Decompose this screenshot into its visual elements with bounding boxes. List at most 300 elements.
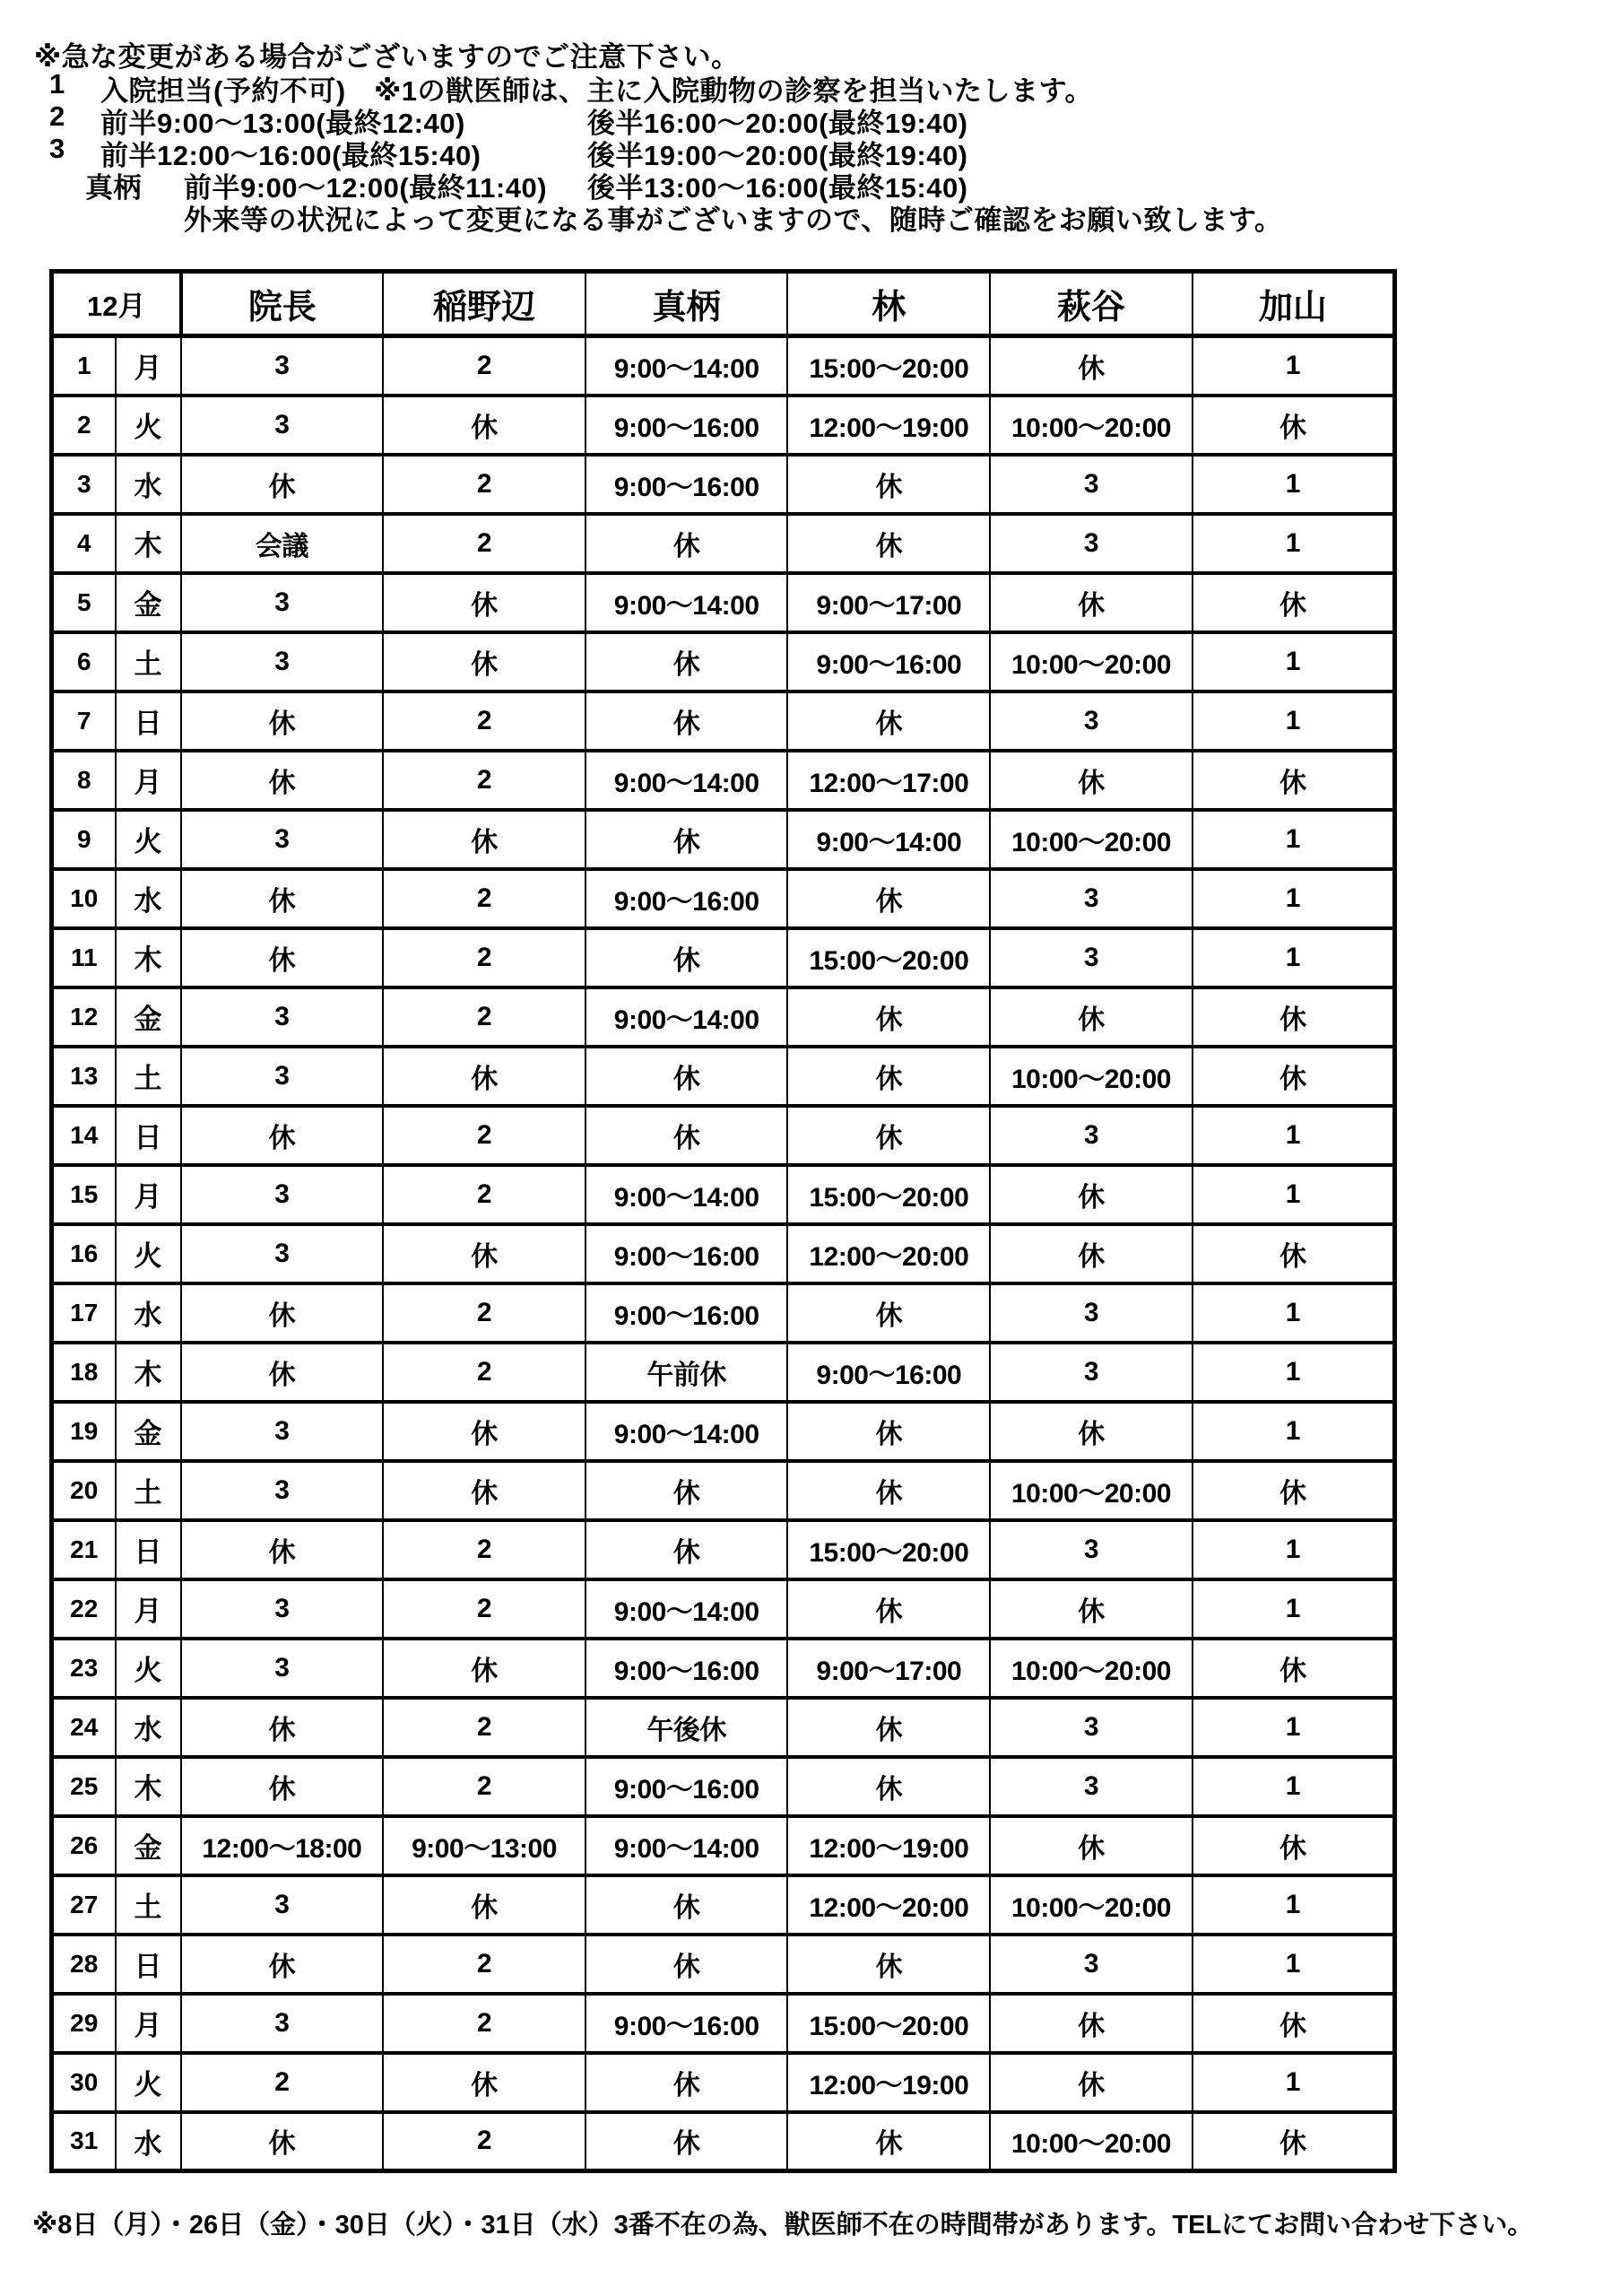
schedule-cell: 休: [990, 2053, 1193, 2112]
schedule-cell: 休: [1193, 751, 1395, 810]
schedule-cell: 休: [181, 455, 384, 514]
schedule-cell: 3: [181, 632, 384, 691]
schedule-cell: 休: [787, 869, 990, 928]
schedule-cell: 12:00～20:00: [787, 1224, 990, 1283]
schedule-cell: 1: [1193, 869, 1395, 928]
schedule-cell: 休: [585, 691, 788, 751]
table-row: [52, 987, 1395, 1047]
schedule-cell: 9:00～13:00: [383, 1816, 585, 1875]
date-cell: 20: [52, 1461, 116, 1520]
weekday-cell: 金: [116, 1816, 181, 1875]
weekday-cell: 月: [116, 336, 181, 396]
schedule-cell: 9:00～14:00: [585, 573, 788, 632]
schedule-cell: 休: [1193, 987, 1395, 1047]
schedule-cell: 休: [181, 751, 384, 810]
note-2-number: 2: [49, 100, 65, 132]
date-cell: 23: [52, 1639, 116, 1698]
weekday-cell: 土: [116, 632, 181, 691]
schedule-cell: 休: [787, 1935, 990, 1994]
weekday-cell: 火: [116, 810, 181, 869]
schedule-cell: 10:00～20:00: [990, 396, 1193, 455]
schedule-cell: 9:00～16:00: [787, 1343, 990, 1402]
schedule-cell: 休: [1193, 1639, 1395, 1698]
schedule-cell: 15:00～20:00: [787, 928, 990, 987]
schedule-cell: 休: [383, 2053, 585, 2112]
schedule-cell: 1: [1193, 632, 1395, 691]
schedule-cell: 1: [1193, 1165, 1395, 1224]
date-cell: 21: [52, 1520, 116, 1579]
schedule-cell: 休: [990, 573, 1193, 632]
schedule-cell: 2: [383, 336, 585, 396]
date-cell: 9: [52, 810, 116, 869]
schedule-cell: 9:00～14:00: [585, 1165, 788, 1224]
schedule-cell: 2: [383, 928, 585, 987]
month-header: 12月: [52, 272, 181, 336]
table-row: [52, 1224, 1395, 1283]
weekday-cell: 木: [116, 928, 181, 987]
vet-column-header: 稲野辺: [383, 272, 585, 336]
note-1-text: 入院担当(予約不可) ※1の獣医師は、主に入院動物の診察を担当いたします。: [100, 75, 1094, 107]
table-row: [52, 869, 1395, 928]
table-row: [52, 1579, 1395, 1639]
table-row: [52, 1343, 1395, 1402]
table-row: [52, 1816, 1395, 1875]
schedule-cell: 休: [787, 455, 990, 514]
schedule-cell: 休: [181, 2112, 384, 2171]
weekday-cell: 金: [116, 573, 181, 632]
table-row: [52, 1047, 1395, 1106]
schedule-cell: 休: [585, 1520, 788, 1579]
weekday-cell: 金: [116, 1402, 181, 1461]
schedule-cell: 3: [990, 928, 1193, 987]
date-cell: 5: [52, 573, 116, 632]
date-cell: 1: [52, 336, 116, 396]
schedule-cell: 1: [1193, 455, 1395, 514]
date-cell: 10: [52, 869, 116, 928]
schedule-cell: 3: [990, 1698, 1193, 1757]
schedule-cell: 12:00～19:00: [787, 2053, 990, 2112]
vet-column-header: 真柄: [585, 272, 788, 336]
schedule-cell: 2: [181, 2053, 384, 2112]
date-cell: 11: [52, 928, 116, 987]
note-magara-second-half: 後半13:00～16:00(最終15:40): [587, 172, 968, 204]
schedule-cell: 2: [383, 691, 585, 751]
schedule-cell: 休: [787, 2112, 990, 2171]
table-row: [52, 1165, 1395, 1224]
schedule-cell: 3: [990, 869, 1193, 928]
schedule-cell: 12:00～20:00: [787, 1875, 990, 1935]
schedule-cell: 1: [1193, 1579, 1395, 1639]
schedule-cell: 休: [787, 514, 990, 573]
note-3-second-half: 後半19:00～20:00(最終19:40): [587, 140, 968, 171]
table-row: [52, 1402, 1395, 1461]
schedule-cell: 休: [1193, 396, 1395, 455]
date-cell: 19: [52, 1402, 116, 1461]
table-row: [52, 810, 1395, 869]
table-row: [52, 573, 1395, 632]
schedule-cell: 2: [383, 1520, 585, 1579]
date-cell: 16: [52, 1224, 116, 1283]
date-cell: 29: [52, 1994, 116, 2053]
vet-column-header: 林: [787, 272, 990, 336]
schedule-cell: 休: [383, 1461, 585, 1520]
schedule-cell: 9:00～16:00: [585, 1224, 788, 1283]
date-cell: 8: [52, 751, 116, 810]
vet-column-header: 加山: [1193, 272, 1395, 336]
schedule-cell: 休: [990, 1994, 1193, 2053]
schedule-cell: 12:00～19:00: [787, 1816, 990, 1875]
note-2-second-half: 後半16:00～20:00(最終19:40): [587, 108, 968, 139]
schedule-cell: 3: [990, 1106, 1193, 1165]
schedule-cell: 3: [990, 1757, 1193, 1816]
header-row: [52, 272, 1395, 336]
schedule-cell: 休: [181, 928, 384, 987]
schedule-cell: 休: [990, 1816, 1193, 1875]
schedule-cell: 休: [585, 514, 788, 573]
date-cell: 13: [52, 1047, 116, 1106]
vet-column-header: 萩谷: [990, 272, 1193, 336]
schedule-cell: 休: [383, 1224, 585, 1283]
schedule-cell: 休: [383, 1047, 585, 1106]
weekday-cell: 月: [116, 1579, 181, 1639]
weekday-cell: 月: [116, 1994, 181, 2053]
weekday-cell: 火: [116, 396, 181, 455]
schedule-cell: 休: [1193, 2112, 1395, 2171]
schedule-cell: 休: [181, 1106, 384, 1165]
schedule-cell: 休: [787, 1461, 990, 1520]
date-cell: 14: [52, 1106, 116, 1165]
schedule-cell: 1: [1193, 514, 1395, 573]
schedule-cell: 10:00～20:00: [990, 1461, 1193, 1520]
schedule-cell: 10:00～20:00: [990, 1875, 1193, 1935]
schedule-cell: 2: [383, 987, 585, 1047]
schedule-cell: 2: [383, 1106, 585, 1165]
table-row: [52, 1698, 1395, 1757]
schedule-cell: 休: [787, 1579, 990, 1639]
schedule-cell: 3: [181, 1579, 384, 1639]
weekday-cell: 水: [116, 1698, 181, 1757]
note-magara-label: 真柄: [85, 172, 142, 204]
schedule-cell: 9:00～16:00: [585, 1757, 788, 1816]
schedule-cell: 1: [1193, 1698, 1395, 1757]
schedule-cell: 休: [787, 1402, 990, 1461]
schedule-cell: 3: [990, 691, 1193, 751]
schedule-cell: 10:00～20:00: [990, 810, 1193, 869]
table-row: [52, 514, 1395, 573]
schedule-cell: 休: [787, 691, 990, 751]
schedule-cell: 3: [990, 1520, 1193, 1579]
schedule-cell: 9:00～16:00: [585, 1994, 788, 2053]
schedule-cell: 10:00～20:00: [990, 2112, 1193, 2171]
schedule-cell: 1: [1193, 810, 1395, 869]
note-3-number: 3: [49, 133, 65, 164]
weekday-cell: 水: [116, 1283, 181, 1343]
schedule-cell: 休: [181, 1935, 384, 1994]
weekday-cell: 日: [116, 1935, 181, 1994]
table-row: [52, 2053, 1395, 2112]
table-row: [52, 2112, 1395, 2171]
weekday-cell: 水: [116, 869, 181, 928]
schedule-cell: 午後休: [585, 1698, 788, 1757]
weekday-cell: 日: [116, 1106, 181, 1165]
schedule-table-header: [52, 272, 1395, 336]
table-row: [52, 928, 1395, 987]
table-row: [52, 396, 1395, 455]
schedule-cell: 9:00～14:00: [585, 1402, 788, 1461]
weekday-cell: 水: [116, 2112, 181, 2171]
schedule-cell: 休: [585, 1461, 788, 1520]
schedule-cell: 3: [181, 1875, 384, 1935]
schedule-cell: 休: [990, 751, 1193, 810]
date-cell: 7: [52, 691, 116, 751]
schedule-cell: 9:00～14:00: [787, 810, 990, 869]
weekday-cell: 火: [116, 1224, 181, 1283]
table-row: [52, 336, 1395, 396]
weekday-cell: 土: [116, 1047, 181, 1106]
table-row: [52, 1520, 1395, 1579]
schedule-cell: 休: [990, 1224, 1193, 1283]
schedule-cell: 休: [383, 632, 585, 691]
schedule-cell: 3: [181, 1402, 384, 1461]
schedule-cell: 2: [383, 1935, 585, 1994]
schedule-cell: 休: [1193, 573, 1395, 632]
schedule-cell: 3: [181, 1224, 384, 1283]
schedule-cell: 休: [585, 928, 788, 987]
schedule-cell: 2: [383, 514, 585, 573]
schedule-cell: 15:00～20:00: [787, 1520, 990, 1579]
table-row: [52, 751, 1395, 810]
schedule-table: [49, 269, 1397, 2173]
schedule-cell: 12:00～19:00: [787, 396, 990, 455]
schedule-cell: 休: [383, 1875, 585, 1935]
schedule-cell: 3: [181, 1047, 384, 1106]
schedule-cell: 2: [383, 1757, 585, 1816]
note-1-number: 1: [49, 68, 65, 100]
schedule-cell: 休: [990, 987, 1193, 1047]
schedule-cell: 3: [990, 514, 1193, 573]
schedule-cell: 9:00～17:00: [787, 1639, 990, 1698]
schedule-cell: 休: [181, 691, 384, 751]
weekday-cell: 木: [116, 1343, 181, 1402]
date-cell: 2: [52, 396, 116, 455]
schedule-cell: 3: [181, 987, 384, 1047]
schedule-cell: 休: [990, 1165, 1193, 1224]
schedule-cell: 15:00～20:00: [787, 336, 990, 396]
schedule-cell: 休: [383, 396, 585, 455]
schedule-table-body: [52, 336, 1395, 2171]
schedule-cell: 休: [787, 987, 990, 1047]
schedule-cell: 3: [990, 1935, 1193, 1994]
table-row: [52, 1875, 1395, 1935]
schedule-cell: 9:00～16:00: [787, 632, 990, 691]
schedule-cell: 2: [383, 1165, 585, 1224]
schedule-cell: 3: [181, 810, 384, 869]
schedule-cell: 休: [585, 1106, 788, 1165]
schedule-cell: 2: [383, 751, 585, 810]
note-3-first-half: 前半12:00～16:00(最終15:40): [100, 140, 481, 171]
table-row: [52, 691, 1395, 751]
weekday-cell: 金: [116, 987, 181, 1047]
date-cell: 31: [52, 2112, 116, 2171]
schedule-cell: 2: [383, 455, 585, 514]
schedule-cell: 休: [585, 2053, 788, 2112]
date-cell: 12: [52, 987, 116, 1047]
schedule-cell: 1: [1193, 1520, 1395, 1579]
schedule-cell: 休: [990, 336, 1193, 396]
schedule-cell: 午前休: [585, 1343, 788, 1402]
table-row: [52, 1283, 1395, 1343]
date-cell: 4: [52, 514, 116, 573]
schedule-cell: 9:00～17:00: [787, 573, 990, 632]
schedule-cell: 休: [181, 1698, 384, 1757]
schedule-cell: 9:00～14:00: [585, 336, 788, 396]
schedule-cell: 休: [1193, 1224, 1395, 1283]
date-cell: 24: [52, 1698, 116, 1757]
weekday-cell: 木: [116, 514, 181, 573]
table-row: [52, 1935, 1395, 1994]
schedule-cell: 1: [1193, 691, 1395, 751]
schedule-cell: 9:00～14:00: [585, 751, 788, 810]
schedule-cell: 3: [181, 396, 384, 455]
schedule-cell: 休: [1193, 1047, 1395, 1106]
table-row: [52, 632, 1395, 691]
schedule-cell: 1: [1193, 336, 1395, 396]
weekday-cell: 土: [116, 1461, 181, 1520]
schedule-cell: 休: [181, 1343, 384, 1402]
schedule-cell: 10:00～20:00: [990, 1047, 1193, 1106]
schedule-cell: 休: [1193, 1994, 1395, 2053]
schedule-cell: 1: [1193, 1875, 1395, 1935]
schedule-cell: 2: [383, 1283, 585, 1343]
schedule-cell: 休: [585, 2112, 788, 2171]
date-cell: 30: [52, 2053, 116, 2112]
schedule-cell: 3: [181, 1639, 384, 1698]
table-row: [52, 455, 1395, 514]
weekday-cell: 月: [116, 1165, 181, 1224]
schedule-cell: 1: [1193, 928, 1395, 987]
schedule-cell: 休: [787, 1757, 990, 1816]
weekday-cell: 木: [116, 1757, 181, 1816]
schedule-cell: 休: [585, 1047, 788, 1106]
schedule-cell: 休: [787, 1047, 990, 1106]
schedule-cell: 休: [181, 869, 384, 928]
schedule-cell: 2: [383, 1579, 585, 1639]
schedule-cell: 会議: [181, 514, 384, 573]
date-cell: 6: [52, 632, 116, 691]
schedule-cell: 9:00～14:00: [585, 1816, 788, 1875]
note-caution: ※急な変更がある場合がございますのでご注意下さい。: [34, 41, 740, 73]
schedule-cell: 休: [383, 1402, 585, 1461]
schedule-cell: 休: [383, 810, 585, 869]
weekday-cell: 土: [116, 1875, 181, 1935]
schedule-cell: 1: [1193, 1343, 1395, 1402]
schedule-cell: 9:00～16:00: [585, 869, 788, 928]
schedule-cell: 12:00～18:00: [181, 1816, 384, 1875]
schedule-cell: 休: [990, 1402, 1193, 1461]
note-magara-first-half: 前半9:00～12:00(最終11:40): [184, 172, 548, 204]
schedule-cell: 休: [787, 1698, 990, 1757]
schedule-cell: 休: [1193, 1461, 1395, 1520]
schedule-cell: 2: [383, 1698, 585, 1757]
schedule-cell: 9:00～16:00: [585, 396, 788, 455]
date-cell: 26: [52, 1816, 116, 1875]
schedule-cell: 休: [383, 1639, 585, 1698]
schedule-cell: 9:00～14:00: [585, 987, 788, 1047]
schedule-cell: 3: [181, 1165, 384, 1224]
schedule-cell: 9:00～16:00: [585, 1639, 788, 1698]
schedule-cell: 1: [1193, 1402, 1395, 1461]
table-row: [52, 1639, 1395, 1698]
table-row: [52, 1994, 1395, 2053]
schedule-cell: 10:00～20:00: [990, 632, 1193, 691]
table-row: [52, 1461, 1395, 1520]
schedule-cell: 休: [181, 1283, 384, 1343]
schedule-cell: 2: [383, 869, 585, 928]
schedule-cell: 3: [990, 1283, 1193, 1343]
date-cell: 17: [52, 1283, 116, 1343]
note-2-first-half: 前半9:00～13:00(最終12:40): [100, 108, 465, 139]
schedule-cell: 15:00～20:00: [787, 1165, 990, 1224]
schedule-cell: 2: [383, 1343, 585, 1402]
schedule-cell: 1: [1193, 1106, 1395, 1165]
schedule-cell: 休: [787, 1106, 990, 1165]
schedule-cell: 3: [181, 573, 384, 632]
schedule-cell: 1: [1193, 1283, 1395, 1343]
schedule-cell: 休: [990, 1579, 1193, 1639]
date-cell: 28: [52, 1935, 116, 1994]
note-change-disclaimer: 外来等の状況によって変更になる事がございますので、随時ご確認をお願い致します。: [184, 204, 1283, 236]
schedule-cell: 10:00～20:00: [990, 1639, 1193, 1698]
schedule-cell: 休: [181, 1757, 384, 1816]
date-cell: 18: [52, 1343, 116, 1402]
schedule-cell: 1: [1193, 2053, 1395, 2112]
schedule-cell: 休: [1193, 1816, 1395, 1875]
date-cell: 3: [52, 455, 116, 514]
weekday-cell: 火: [116, 1639, 181, 1698]
schedule-cell: 3: [181, 1461, 384, 1520]
schedule-cell: 3: [990, 1343, 1193, 1402]
weekday-cell: 水: [116, 455, 181, 514]
schedule-cell: 休: [181, 1520, 384, 1579]
schedule-cell: 12:00～17:00: [787, 751, 990, 810]
table-row: [52, 1106, 1395, 1165]
weekday-cell: 火: [116, 2053, 181, 2112]
footer-note: ※8日（月）・26日（金）・30日（火）・31日（水）3番不在の為、獣医師不在の時間帯があります。TELにてお問い合わせ下さい。: [32, 2211, 1534, 2239]
weekday-cell: 日: [116, 1520, 181, 1579]
weekday-cell: 月: [116, 751, 181, 810]
schedule-cell: 休: [585, 1935, 788, 1994]
date-cell: 22: [52, 1579, 116, 1639]
schedule-cell: 休: [787, 1283, 990, 1343]
date-cell: 15: [52, 1165, 116, 1224]
schedule-cell: 9:00～14:00: [585, 1579, 788, 1639]
schedule-cell: 3: [181, 1994, 384, 2053]
schedule-cell: 3: [181, 336, 384, 396]
schedule-cell: 休: [585, 810, 788, 869]
schedule-cell: 1: [1193, 1757, 1395, 1816]
date-cell: 27: [52, 1875, 116, 1935]
schedule-cell: 1: [1193, 1935, 1395, 1994]
date-cell: 25: [52, 1757, 116, 1816]
schedule-cell: 2: [383, 2112, 585, 2171]
schedule-cell: 休: [585, 632, 788, 691]
schedule-cell: 休: [585, 1875, 788, 1935]
table-row: [52, 1757, 1395, 1816]
vet-column-header: 院長: [181, 272, 384, 336]
schedule-cell: 休: [383, 573, 585, 632]
schedule-cell: 2: [383, 1994, 585, 2053]
weekday-cell: 日: [116, 691, 181, 751]
